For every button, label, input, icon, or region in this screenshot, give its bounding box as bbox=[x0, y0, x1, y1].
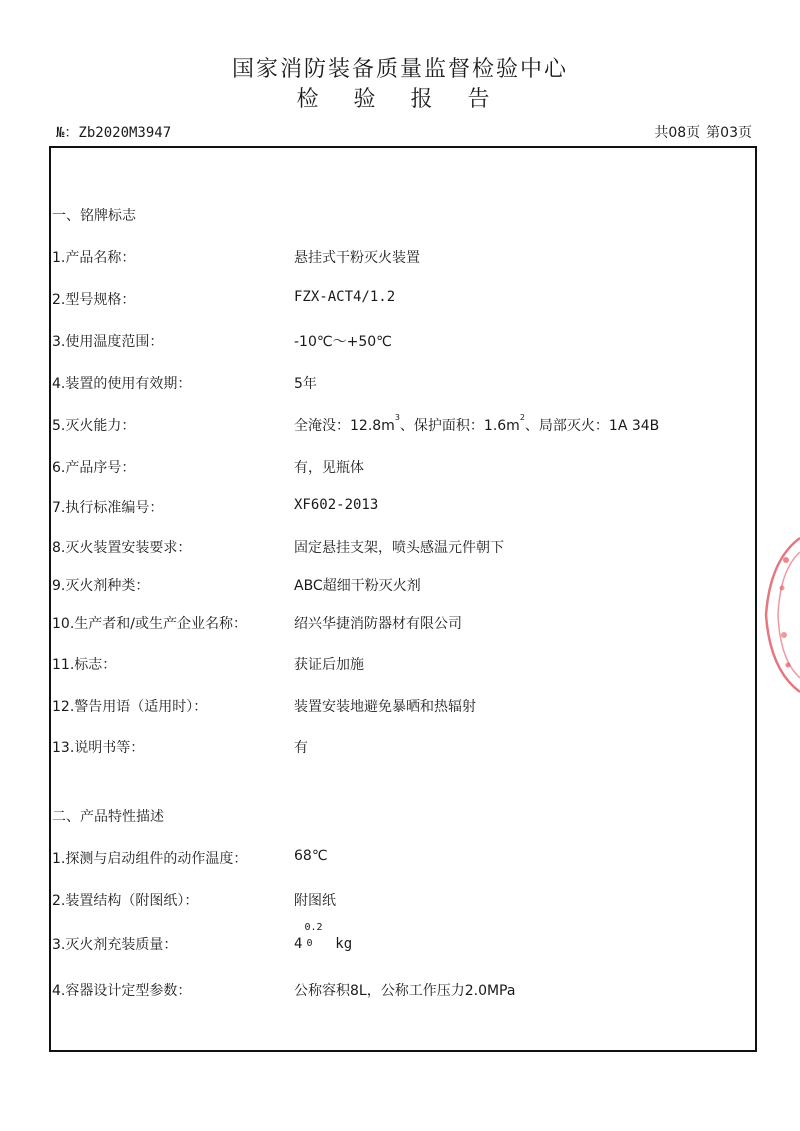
field-label-container: 4.容器设计定型参数： bbox=[52, 983, 192, 999]
partial-red-seal bbox=[760, 530, 800, 700]
field-value-structure: 附图纸 bbox=[294, 893, 336, 909]
capability-part1: 全淹没：12.8m bbox=[294, 418, 395, 434]
capability-sup2: 2 bbox=[519, 413, 525, 422]
field-label-temp-range: 3.使用温度范围： bbox=[52, 334, 164, 350]
field-label-mark: 11.标志： bbox=[52, 657, 117, 673]
field-label-validity: 4.装置的使用有效期： bbox=[52, 376, 192, 392]
field-value-action-temp: 68℃ bbox=[294, 848, 328, 864]
field-value-install: 固定悬挂支架，喷头感温元件朝下 bbox=[294, 540, 504, 556]
field-value-validity: 5年 bbox=[294, 376, 317, 392]
field-value-manufacturer: 绍兴华捷消防器材有限公司 bbox=[294, 616, 462, 632]
field-value-warning: 装置安装地避免暴晒和热辐射 bbox=[294, 699, 476, 715]
field-value-fill-mass bbox=[294, 922, 353, 952]
field-label-manual: 13.说明书等： bbox=[52, 740, 145, 756]
section-title-characteristics: 二、产品特性描述 bbox=[52, 809, 164, 825]
field-value-product-name: 悬挂式干粉灭火装置 bbox=[294, 250, 420, 266]
field-value-temp-range: -10℃～+50℃ bbox=[294, 334, 392, 350]
field-value-container: 公称容积8L，公称工作压力2.0MPa bbox=[294, 983, 516, 999]
report-title-type: 检 验 报 告 bbox=[296, 87, 504, 112]
capability-part2: 、保护面积：1.6m bbox=[399, 418, 520, 434]
report-title-org: 国家消防装备质量监督检验中心 bbox=[231, 57, 568, 82]
mass-tolerance bbox=[302, 922, 323, 949]
report-frame bbox=[49, 146, 757, 1052]
section-title-nameplate: 一、铭牌标志 bbox=[52, 208, 136, 224]
capability-sup1: 3 bbox=[394, 413, 400, 422]
field-value-capability bbox=[294, 415, 659, 435]
field-value-model: FZX-ACT4/1.2 bbox=[294, 289, 396, 305]
field-label-warning: 12.警告用语（适用时）： bbox=[52, 699, 208, 715]
report-number: №：Zb2020M3947 bbox=[56, 125, 172, 141]
capability-part3: 、局部灭火：1A 34B bbox=[524, 418, 660, 434]
page-info bbox=[654, 122, 752, 142]
field-label-serial: 6.产品序号： bbox=[52, 460, 136, 476]
field-value-agent: ABC超细干粉灭火剂 bbox=[294, 578, 421, 594]
mass-base: 4 bbox=[294, 936, 303, 952]
current-page: 第03页 bbox=[706, 125, 752, 141]
field-label-standard: 7.执行标准编号： bbox=[52, 500, 164, 516]
field-value-standard: XF602-2013 bbox=[294, 497, 379, 513]
field-label-product-name: 1.产品名称： bbox=[52, 250, 136, 266]
mass-unit: kg bbox=[335, 936, 353, 952]
mass-tol-upper: 0.2 bbox=[304, 922, 323, 933]
field-value-serial: 有，见瓶体 bbox=[294, 460, 364, 476]
field-label-install: 8.灭火装置安装要求： bbox=[52, 540, 192, 556]
field-value-manual: 有 bbox=[294, 740, 308, 756]
field-value-mark: 获证后加施 bbox=[294, 657, 364, 673]
field-label-action-temp: 1.探测与启动组件的动作温度： bbox=[52, 851, 248, 867]
mass-tol-lower: 0 bbox=[306, 938, 313, 949]
field-label-manufacturer: 10.生产者和/或生产企业名称： bbox=[52, 616, 247, 632]
total-pages: 共08页 bbox=[654, 125, 701, 141]
field-label-fill-mass: 3.灭火剂充装质量： bbox=[52, 937, 178, 953]
field-label-agent: 9.灭火剂种类： bbox=[52, 578, 150, 594]
field-label-structure: 2.装置结构（附图纸）： bbox=[52, 893, 199, 909]
field-label-capability: 5.灭火能力： bbox=[52, 418, 136, 434]
field-label-model: 2.型号规格： bbox=[52, 292, 136, 308]
